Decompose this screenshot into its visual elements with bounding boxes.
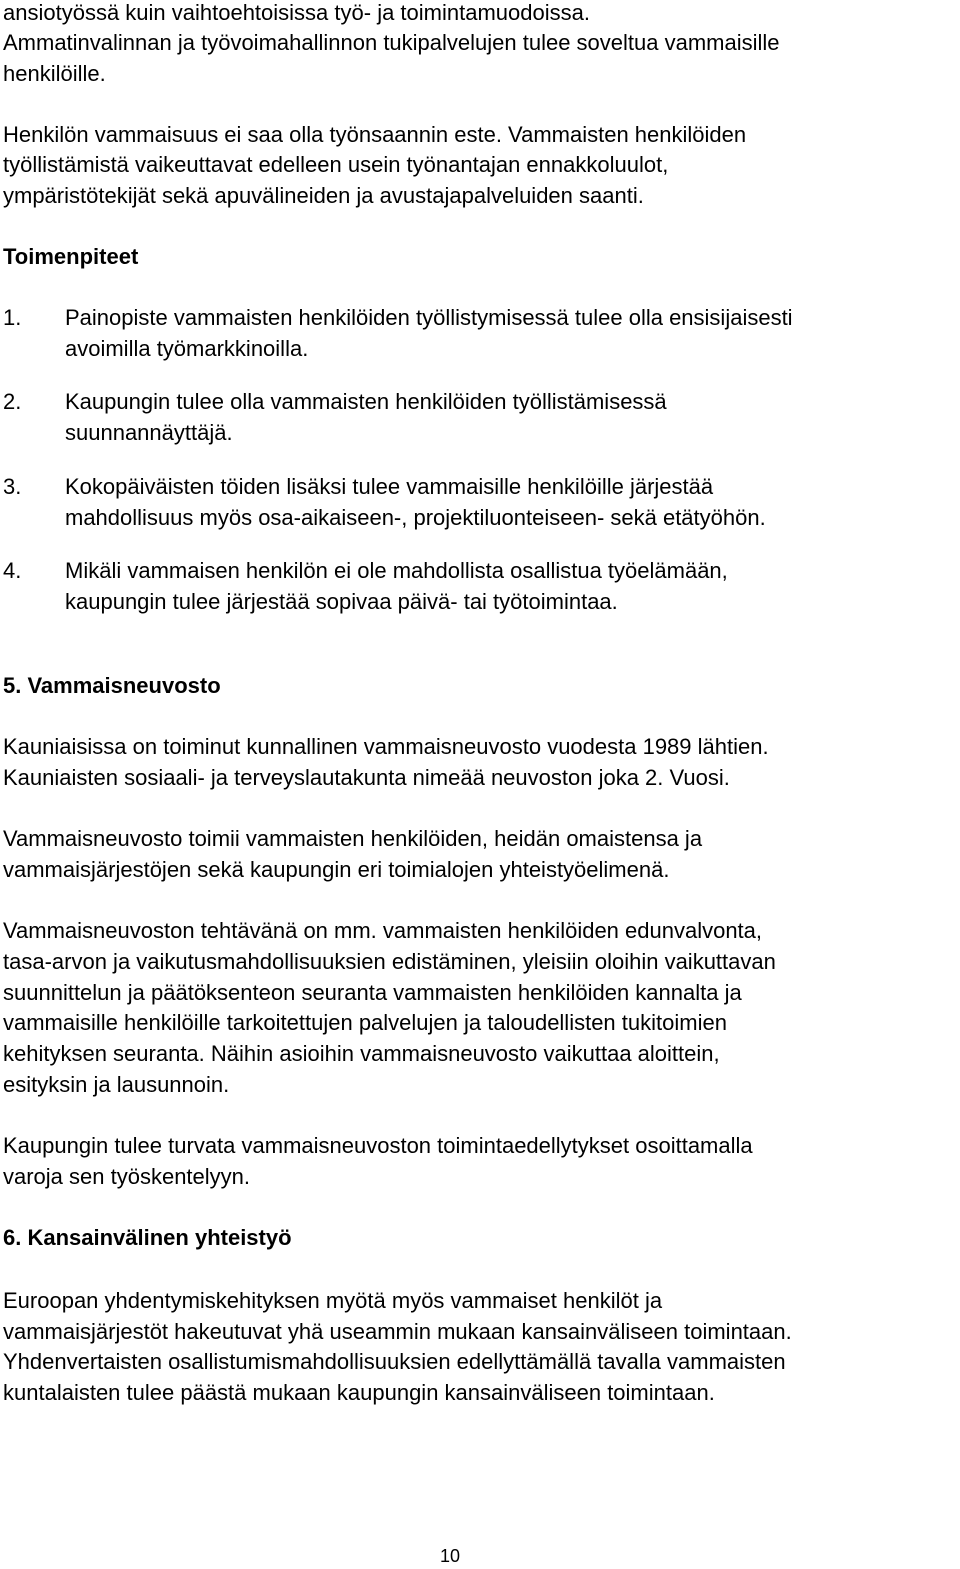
page-number: 10: [440, 1546, 461, 1566]
text-line: työllistämistä vaikeuttavat edelleen usein työnantajan ennakkoluulot,: [3, 152, 669, 177]
text-line: Euroopan yhdentymiskehityksen myötä myös vammaiset henkilöt ja: [3, 1288, 663, 1313]
text-line: Kauniaisten sosiaali- ja terveyslautakunta nimeää neuvoston joka 2. Vuosi.: [3, 765, 730, 790]
text-line: ansiotyössä kuin vaihtoehtoisissa työ- ja toimintamuodoissa.: [3, 0, 590, 25]
text-line: Kaupungin tulee turvata vammaisneuvoston toimintaedellytykset osoittamalla: [3, 1133, 753, 1158]
measures-heading: Toimenpiteet: [3, 244, 139, 269]
list-item-number: 4.: [3, 558, 22, 583]
section-heading: 6. Kansainvälinen yhteistyö: [3, 1225, 292, 1250]
text-line: varoja sen työskentelyyn.: [3, 1164, 251, 1189]
text-line: kuntalaisten tulee päästä mukaan kaupungin kansainväliseen toimintaan.: [3, 1380, 715, 1405]
text-line: suunnannäyttäjä.: [65, 420, 233, 445]
text-line: kaupungin tulee järjestää sopivaa päivä- tai työtoimintaa.: [65, 589, 618, 614]
text-line: Vammaisneuvoston tehtävänä on mm. vammaisten henkilöiden edunvalvonta,: [3, 918, 763, 943]
text-line: Kokopäiväisten töiden lisäksi tulee vammaisille henkilöille järjestää: [65, 474, 714, 499]
section-heading: 5. Vammaisneuvosto: [3, 673, 221, 698]
text-line: Yhdenvertaisten osallistumismahdollisuuksien edellyttämällä tavalla vammaisten: [3, 1349, 786, 1374]
text-line: tasa-arvon ja vaikutusmahdollisuuksien edistäminen, yleisiin oloihin vaikuttavan: [3, 949, 776, 974]
text-line: Ammatinvalinnan ja työvoimahallinnon tukipalvelujen tulee soveltua vammaisille: [3, 30, 780, 55]
list-item-number: 3.: [3, 474, 22, 499]
text-line: Mikäli vammaisen henkilön ei ole mahdollista osallistua työelämään,: [65, 558, 728, 583]
text-line: Kauniaisissa on toiminut kunnallinen vammaisneuvosto vuodesta 1989 lähtien.: [3, 734, 769, 759]
text-line: Vammaisneuvosto toimii vammaisten henkilöiden, heidän omaistensa ja: [3, 826, 703, 851]
text-line: vammaisjärjestöjen sekä kaupungin eri toimialojen yhteistyöelimenä.: [3, 857, 670, 882]
text-line: Painopiste vammaisten henkilöiden työllistymisessä tulee olla ensisijaisesti: [65, 305, 793, 330]
text-line: henkilöille.: [3, 61, 106, 86]
text-line: kehityksen seuranta. Näihin asioihin vammaisneuvosto vaikuttaa aloittein,: [3, 1041, 720, 1066]
text-line: Henkilön vammaisuus ei saa olla työnsaannin este. Vammaisten henkilöiden: [3, 122, 747, 147]
text-line: vammaisille henkilöille tarkoitettujen palvelujen ja taloudellisten tukitoimien: [3, 1010, 727, 1035]
list-item-number: 1.: [3, 305, 22, 330]
text-line: Kaupungin tulee olla vammaisten henkilöiden työllistämisessä: [65, 389, 667, 414]
text-line: esityksin ja lausunnoin.: [3, 1072, 230, 1097]
text-line: avoimilla työmarkkinoilla.: [65, 336, 309, 361]
text-line: suunnittelun ja päätöksenteon seuranta vammaisten henkilöiden kannalta ja: [3, 980, 742, 1005]
text-line: vammaisjärjestöt hakeutuvat yhä useammin mukaan kansainväliseen toimintaan.: [3, 1319, 792, 1344]
text-line: mahdollisuus myös osa-aikaiseen-, projektiluonteiseen- sekä etätyöhön.: [65, 505, 766, 530]
text-line: ympäristötekijät sekä apuvälineiden ja avustajapalveluiden saanti.: [3, 183, 644, 208]
list-item-number: 2.: [3, 389, 22, 414]
